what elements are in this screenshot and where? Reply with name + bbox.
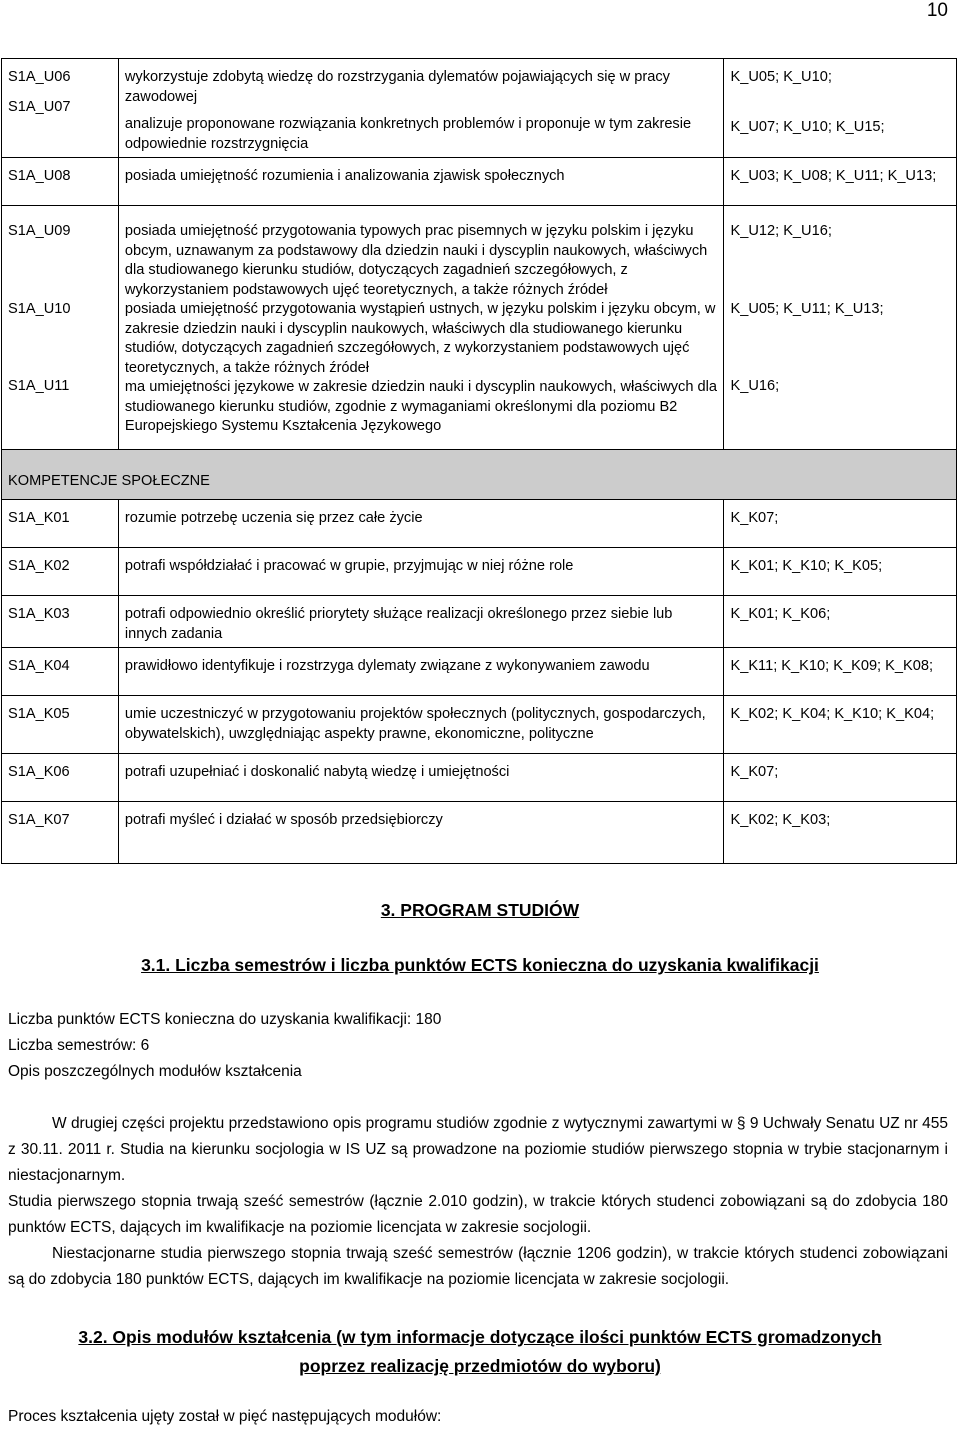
paragraph: Niestacjonarne studia pierwszego stopnia trwają sześć semestrów (łącznie 1206 godzin), w trakcie których studenci zobowiązani są do zdobycia 180 punktów ECTS, dających im kwalifikacje na poziomie licencjata w zakresie socjologii. (8, 1245, 948, 1288)
outcome-description: prawidłowo identyfikuje i rozstrzyga dylematy związane z wykonywaniem zawodu (118, 648, 724, 696)
outcome-refs: K_K02; K_K03; (724, 802, 957, 864)
outcome-code: S1A_K07 (2, 802, 119, 864)
ects-line: Liczba punktów ECTS konieczna do uzyskania kwalifikacji: 180 (8, 1011, 442, 1028)
outcome-code-cell (2, 59, 119, 158)
outcome-refs: K_U05; K_U10; (730, 69, 832, 85)
outcome-refs: K_K07; (724, 754, 957, 802)
outcome-refs-cell (724, 59, 957, 158)
outcome-description: posiada umiejętność przygotowania typowych prac pisemnych w języku polskim i języku obcym, uznawanym za podstawowy dla dziedzin nauki i dyscyplin naukowych, właściwych dla studiowanego kierunku studiów, dotyczących zagadnień szczegółowych, z wykorzystaniem podstawowych ujęć teoretycznych, a także różnych źródeł (124, 223, 708, 298)
section-label: KOMPETENCJE SPOŁECZNE (2, 450, 957, 500)
outcome-refs: K_U07; K_U10; K_U15; (730, 118, 885, 135)
outcome-description: ma umiejętności językowe w zakresie dziedzin nauki i dyscyplin naukowych, właściwych dla studiowanego kierunku studiów, zgodnie z wymaganiami określonymi dla poziomu B2 Europejskiego Systemu Kształcenia Językowego (124, 379, 717, 434)
outcome-description: potrafi myśleć i działać w sposób przedsiębiorczy (118, 802, 724, 864)
outcome-refs: K_U12; K_U16; (730, 223, 832, 239)
table-row (2, 648, 957, 696)
table-row (2, 206, 957, 450)
table-row (2, 596, 957, 648)
section-header-row (2, 450, 957, 500)
outcome-description-cell (118, 206, 724, 450)
outcome-code: S1A_K06 (2, 754, 119, 802)
section-title: 3. PROGRAM STUDIÓW (380, 900, 580, 920)
outcome-code: S1A_U06 (8, 69, 71, 85)
outcome-description: potrafi odpowiednio określić priorytety służące realizacji określonego przez siebie lub innych zadania (118, 596, 724, 648)
paragraph: W drugiej części projektu przedstawiono opis programu studiów zgodnie z wytycznymi zawartymi w § 9 Uchwały Senatu UZ nr 455 z 30.11. 2011 r. Studia na kierunku socjologia w IS UZ są prowadzone na poziomie studiów pierwszego stopnia w trybie stacjonarnym i niestacjonarnym. (8, 1115, 948, 1184)
table-row (2, 754, 957, 802)
outcome-code: S1A_U08 (2, 158, 119, 206)
subsection-title: 3.2. Opis modułów kształcenia (w tym informacje dotyczące ilości punktów ECTS gromadzonych poprzez realizację przedmiotów do wyboru) (78, 1327, 882, 1376)
outcome-code: S1A_K05 (2, 696, 119, 754)
outcome-description: potrafi współdziałać i pracować w grupie, przyjmując w niej różne role (118, 548, 724, 596)
outcome-code: S1A_U10 (8, 300, 71, 317)
outcome-description: wykorzystuje zdobytą wiedzę do rozstrzygania dylematów pojawiających się w pracy zawodowej (124, 69, 670, 105)
outcome-refs: K_K11; K_K10; K_K09; K_K08; (724, 648, 957, 696)
outcome-code: S1A_K04 (2, 648, 119, 696)
subsection-title: 3.1. Liczba semestrów i liczba punktów ECTS konieczna do uzyskania kwalifikacji (141, 955, 819, 975)
outcome-refs: K_U16; (730, 378, 780, 394)
page-number: 10 (926, 0, 948, 21)
outcome-code: S1A_K01 (2, 500, 119, 548)
outcome-description: potrafi uzupełniać i doskonalić nabytą wiedzę i umiejętności (118, 754, 724, 802)
table-row (2, 548, 957, 596)
outcome-description-cell (118, 59, 724, 158)
outcome-code: S1A_U09 (8, 223, 71, 239)
outcome-code: S1A_U11 (8, 378, 70, 394)
outcome-description: posiada umiejętność rozumienia i analizowania zjawisk społecznych (118, 158, 724, 206)
table-row (2, 500, 957, 548)
outcome-refs-cell (724, 206, 957, 450)
semesters-line: Liczba semestrów: 6 (8, 1037, 150, 1054)
table-row (2, 59, 957, 158)
outcome-refs: K_U05; K_U11; K_U13; (730, 300, 884, 317)
outcome-code: S1A_U07 (8, 98, 71, 115)
modules-line: Opis poszczególnych modułów kształcenia (8, 1063, 302, 1080)
paragraph: Studia pierwszego stopnia trwają sześć semestrów (łącznie 2.010 godzin), w trakcie których studenci zobowiązani są do zdobycia 180 punktów ECTS, dających im kwalifikacje na poziomie licencjata w zakresie socjologii. (8, 1193, 948, 1236)
outcome-code-cell (2, 206, 119, 450)
table-row (2, 696, 957, 754)
outcome-description: umie uczestniczyć w przygotowaniu projektów społecznych (politycznych, gospodarczych, obywatelskich), uwzględniając aspekty prawne, ekonomiczne, polityczne (118, 696, 724, 754)
table-row (2, 158, 957, 206)
outcome-code: S1A_K03 (2, 596, 119, 648)
outcome-refs: K_K02; K_K04; K_K10; K_K04; (724, 696, 957, 754)
outcome-description: posiada umiejętność przygotowania wystąpień ustnych, w języku polskim i języku obcym, w zakresie dziedzin nauki i dyscyplin naukowych, właściwych dla studiowanego kierunku studiów, dotyczących zagadnień szczegółowych, z wykorzystaniem podstawowych ujęć teoretycznych, a także różnych źródeł (124, 301, 716, 376)
outcome-refs: K_K01; K_K10; K_K05; (724, 548, 957, 596)
outcome-refs: K_K01; K_K06; (724, 596, 957, 648)
learning-outcomes-table (1, 58, 957, 864)
outcome-refs: K_U03; K_U08; K_U11; K_U13; (724, 158, 957, 206)
outcome-description: analizuje proponowane rozwiązania konkretnych problemów i proponuje w tym zakresie odpowiednie rozstrzygnięcia (124, 116, 692, 152)
outcome-refs: K_K07; (724, 500, 957, 548)
final-line: Proces kształcenia ujęty został w pięć następujących modułów: (8, 1408, 442, 1425)
outcome-code: S1A_K02 (2, 548, 119, 596)
table-row (2, 802, 957, 864)
outcome-description: rozumie potrzebę uczenia się przez całe życie (118, 500, 724, 548)
